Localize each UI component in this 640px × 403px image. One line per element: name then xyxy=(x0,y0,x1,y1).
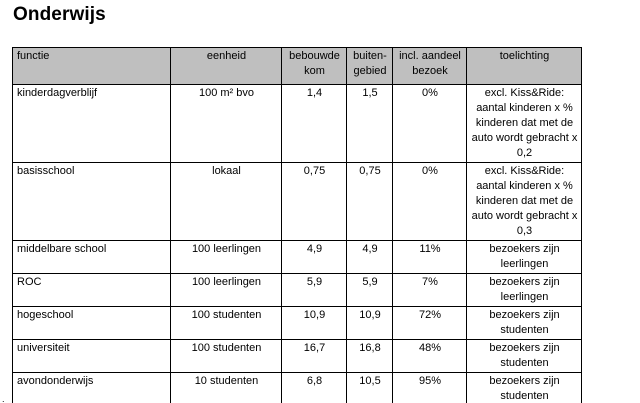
table-row xyxy=(13,340,582,373)
header-toelichting: toelichting xyxy=(467,48,582,85)
cell-buitengebied: 10,9 xyxy=(347,307,393,340)
table-row xyxy=(13,307,582,340)
cell-functie: universiteit xyxy=(13,340,171,373)
cell-buitengebied: 5,9 xyxy=(347,274,393,307)
cell-toelichting: excl. Kiss&Ride: aantal kinderen x % kinderen dat met de auto wordt gebracht x 0,3 xyxy=(467,163,582,241)
cell-toelichting: excl. Kiss&Ride: aantal kinderen x % kinderen dat met de auto wordt gebracht x 0,2 xyxy=(467,85,582,163)
cell-buitengebied: 10,5 xyxy=(347,373,393,403)
cell-bezoek: 11% xyxy=(393,241,467,274)
cell-functie: hogeschool xyxy=(13,307,171,340)
header-bebouwde-kom: bebouwde kom xyxy=(282,48,347,85)
header-eenheid: eenheid xyxy=(171,48,282,85)
cell-toelichting: bezoekers zijn studenten xyxy=(467,307,582,340)
cell-eenheid: 100 studenten xyxy=(171,307,282,340)
table-row xyxy=(13,274,582,307)
cell-bebouwde-kom: 1,4 xyxy=(282,85,347,163)
cell-bezoek: 7% xyxy=(393,274,467,307)
cell-bebouwde-kom: 6,8 xyxy=(282,373,347,403)
cell-bebouwde-kom: 5,9 xyxy=(282,274,347,307)
cell-eenheid: 100 leerlingen xyxy=(171,241,282,274)
cell-eenheid: 100 m² bvo xyxy=(171,85,282,163)
header-functie: functie xyxy=(13,48,171,85)
cell-bezoek: 95% xyxy=(393,373,467,403)
cell-bezoek: 0% xyxy=(393,85,467,163)
footer-mark: . xyxy=(2,394,5,403)
cell-bezoek: 0% xyxy=(393,163,467,241)
cell-buitengebied: 16,8 xyxy=(347,340,393,373)
cell-buitengebied: 1,5 xyxy=(347,85,393,163)
cell-buitengebied: 0,75 xyxy=(347,163,393,241)
cell-eenheid: 100 leerlingen xyxy=(171,274,282,307)
page-title: Onderwijs xyxy=(13,4,106,25)
cell-bebouwde-kom: 4,9 xyxy=(282,241,347,274)
table-row xyxy=(13,373,582,403)
cell-bezoek: 72% xyxy=(393,307,467,340)
cell-functie: ROC xyxy=(13,274,171,307)
cell-toelichting: bezoekers zijn studenten xyxy=(467,340,582,373)
table-row xyxy=(13,85,582,163)
header-bezoek: incl. aandeel bezoek xyxy=(393,48,467,85)
cell-eenheid: 10 studenten xyxy=(171,373,282,403)
cell-bebouwde-kom: 16,7 xyxy=(282,340,347,373)
cell-toelichting: bezoekers zijn leerlingen xyxy=(467,274,582,307)
table-header-row xyxy=(13,48,582,85)
cell-bebouwde-kom: 0,75 xyxy=(282,163,347,241)
table-row xyxy=(13,241,582,274)
cell-bebouwde-kom: 10,9 xyxy=(282,307,347,340)
onderwijs-table xyxy=(12,47,582,403)
cell-eenheid: 100 studenten xyxy=(171,340,282,373)
cell-functie: basisschool xyxy=(13,163,171,241)
cell-functie: middelbare school xyxy=(13,241,171,274)
cell-eenheid: lokaal xyxy=(171,163,282,241)
cell-buitengebied: 4,9 xyxy=(347,241,393,274)
cell-functie: kinderdagverblijf xyxy=(13,85,171,163)
header-buitengebied: buiten-gebied xyxy=(347,48,393,85)
cell-functie: avondonderwijs xyxy=(13,373,171,403)
cell-bezoek: 48% xyxy=(393,340,467,373)
cell-toelichting: bezoekers zijn studenten xyxy=(467,373,582,403)
table-row xyxy=(13,163,582,241)
cell-toelichting: bezoekers zijn leerlingen xyxy=(467,241,582,274)
